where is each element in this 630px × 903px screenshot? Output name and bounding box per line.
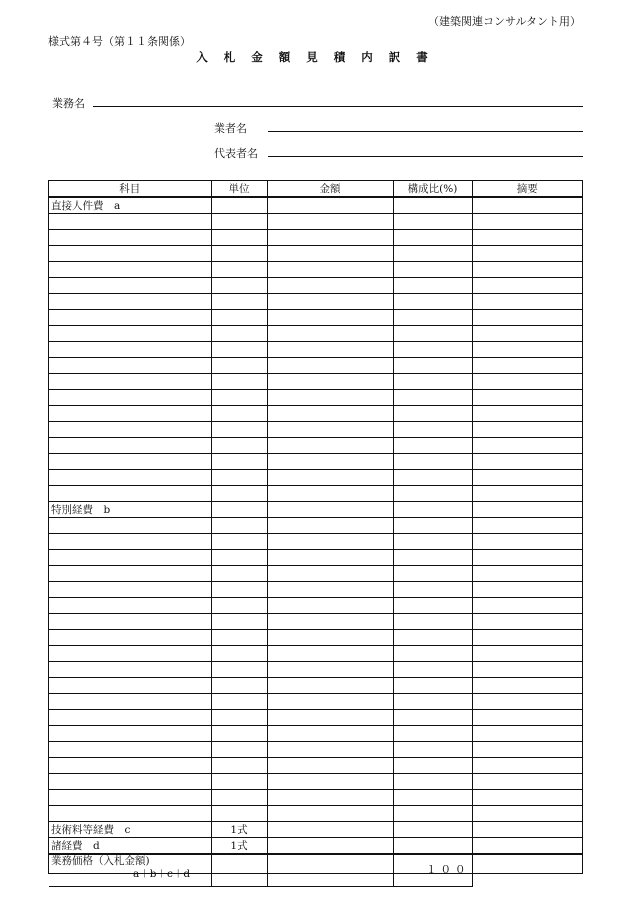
unit-cell[interactable]: [211, 678, 267, 694]
item-cell[interactable]: [49, 774, 211, 790]
unit-cell[interactable]: [211, 630, 267, 646]
remarks-cell[interactable]: [472, 390, 582, 406]
amount-cell[interactable]: [267, 518, 393, 534]
ratio-cell[interactable]: [393, 806, 472, 822]
amount-cell[interactable]: [267, 758, 393, 774]
section-a-row: [49, 197, 582, 214]
amount-cell[interactable]: [267, 262, 393, 278]
unit-cell[interactable]: [211, 518, 267, 534]
unit-cell[interactable]: [211, 197, 267, 214]
item-cell[interactable]: [49, 662, 211, 678]
item-cell[interactable]: [49, 742, 211, 758]
unit-cell[interactable]: [211, 438, 267, 454]
amount-cell[interactable]: [267, 422, 393, 438]
table-row: [49, 550, 582, 566]
unit-cell[interactable]: [211, 582, 267, 598]
item-cell[interactable]: [49, 454, 211, 470]
unit-cell[interactable]: [211, 310, 267, 326]
ratio-cell[interactable]: [393, 646, 472, 662]
amount-cell[interactable]: [267, 742, 393, 758]
table-row: [49, 742, 582, 758]
amount-cell[interactable]: [267, 790, 393, 806]
remarks-cell[interactable]: [472, 454, 582, 470]
remarks-cell[interactable]: [472, 822, 582, 838]
ratio-cell[interactable]: [393, 550, 472, 566]
ratio-cell[interactable]: [393, 838, 472, 855]
unit-cell[interactable]: [211, 502, 267, 518]
unit-cell[interactable]: [211, 694, 267, 710]
unit-cell[interactable]: [211, 774, 267, 790]
item-cell[interactable]: [49, 678, 211, 694]
remarks-cell[interactable]: [472, 310, 582, 326]
amount-cell[interactable]: [267, 694, 393, 710]
ratio-cell[interactable]: [393, 342, 472, 358]
item-cell[interactable]: [49, 486, 211, 502]
unit-cell[interactable]: [211, 406, 267, 422]
ratio-cell[interactable]: [393, 358, 472, 374]
amount-cell[interactable]: [267, 374, 393, 390]
table-row: [49, 390, 582, 406]
unit-cell[interactable]: [211, 470, 267, 486]
unit-cell[interactable]: [211, 262, 267, 278]
unit-cell[interactable]: 1式: [211, 838, 267, 855]
table-row: [49, 326, 582, 342]
amount-cell[interactable]: [267, 646, 393, 662]
amount-cell[interactable]: [267, 214, 393, 230]
item-cell[interactable]: [49, 294, 211, 310]
breakdown-table: [49, 181, 582, 887]
unit-cell[interactable]: [211, 358, 267, 374]
item-cell[interactable]: [49, 518, 211, 534]
unit-cell[interactable]: [211, 790, 267, 806]
table-row: [49, 230, 582, 246]
remarks-cell[interactable]: [472, 742, 582, 758]
column-header: 構成比(%): [393, 181, 472, 197]
table-row: [49, 534, 582, 550]
ratio-cell[interactable]: [393, 214, 472, 230]
unit-cell[interactable]: [211, 486, 267, 502]
item-cell[interactable]: [49, 342, 211, 358]
table-row: [49, 294, 582, 310]
amount-cell[interactable]: [267, 710, 393, 726]
column-header: 科目: [49, 181, 211, 197]
ratio-cell[interactable]: [393, 374, 472, 390]
table-row: [49, 246, 582, 262]
remarks-cell[interactable]: [472, 262, 582, 278]
table-row: [49, 582, 582, 598]
ratio-cell[interactable]: [393, 774, 472, 790]
total-label-cell: [49, 854, 211, 887]
total-label: 業務価格（入札金額): [51, 855, 150, 867]
table-row: [49, 278, 582, 294]
table-row: [49, 406, 582, 422]
ratio-cell[interactable]: [393, 326, 472, 342]
item-cell[interactable]: [49, 358, 211, 374]
row-c: [49, 822, 582, 838]
item-cell[interactable]: [49, 262, 211, 278]
ratio-cell[interactable]: [393, 422, 472, 438]
unit-cell[interactable]: [211, 534, 267, 550]
project-name-field[interactable]: [93, 106, 583, 107]
ratio-cell[interactable]: [393, 294, 472, 310]
ratio-cell[interactable]: [393, 534, 472, 550]
unit-cell[interactable]: [211, 566, 267, 582]
amount-cell[interactable]: [267, 630, 393, 646]
ratio-cell[interactable]: [393, 486, 472, 502]
amount-cell[interactable]: [267, 358, 393, 374]
remarks-cell[interactable]: [472, 806, 582, 822]
item-cell[interactable]: [49, 390, 211, 406]
unit-cell[interactable]: [211, 390, 267, 406]
item-cell[interactable]: [49, 438, 211, 454]
ratio-cell[interactable]: [393, 230, 472, 246]
remarks-cell[interactable]: [472, 502, 582, 518]
company-name-field[interactable]: [268, 131, 583, 132]
item-cell[interactable]: [49, 758, 211, 774]
amount-cell[interactable]: [267, 806, 393, 822]
unit-cell[interactable]: [211, 294, 267, 310]
ratio-cell[interactable]: [393, 742, 472, 758]
table-row: [49, 614, 582, 630]
amount-cell[interactable]: [267, 726, 393, 742]
item-cell[interactable]: 特別経費 b: [49, 502, 211, 518]
item-cell[interactable]: [49, 694, 211, 710]
remarks-cell[interactable]: [472, 774, 582, 790]
unit-cell[interactable]: [211, 646, 267, 662]
ratio-cell[interactable]: [393, 582, 472, 598]
item-cell[interactable]: [49, 470, 211, 486]
item-cell[interactable]: [49, 646, 211, 662]
table-row: [49, 774, 582, 790]
amount-cell[interactable]: [267, 454, 393, 470]
remarks-cell[interactable]: [472, 662, 582, 678]
amount-cell[interactable]: [267, 470, 393, 486]
table-row: [49, 678, 582, 694]
remarks-cell[interactable]: [472, 486, 582, 502]
item-cell[interactable]: [49, 246, 211, 262]
unit-cell[interactable]: [211, 246, 267, 262]
item-cell[interactable]: [49, 214, 211, 230]
unit-cell[interactable]: [211, 374, 267, 390]
remarks-cell[interactable]: [472, 550, 582, 566]
unit-cell[interactable]: [211, 278, 267, 294]
table-row: [49, 310, 582, 326]
table-row: [49, 438, 582, 454]
item-cell[interactable]: [49, 422, 211, 438]
item-cell[interactable]: [49, 374, 211, 390]
table-row: [49, 710, 582, 726]
column-header: 金額: [267, 181, 393, 197]
remarks-cell[interactable]: [472, 422, 582, 438]
amount-cell[interactable]: [267, 502, 393, 518]
remarks-cell[interactable]: [472, 518, 582, 534]
amount-cell[interactable]: [267, 774, 393, 790]
ratio-cell[interactable]: [393, 246, 472, 262]
amount-cell[interactable]: [267, 550, 393, 566]
remarks-cell[interactable]: [472, 342, 582, 358]
unit-cell[interactable]: 1式: [211, 822, 267, 838]
amount-cell[interactable]: [267, 390, 393, 406]
amount-cell[interactable]: [267, 342, 393, 358]
item-cell[interactable]: [49, 726, 211, 742]
ratio-cell[interactable]: [393, 790, 472, 806]
table-row: [49, 790, 582, 806]
amount-cell[interactable]: [267, 197, 393, 214]
unit-cell[interactable]: [211, 422, 267, 438]
item-cell[interactable]: [49, 566, 211, 582]
table-row: [49, 726, 582, 742]
unit-cell[interactable]: [211, 230, 267, 246]
item-cell[interactable]: 技術料等経費 c: [49, 822, 211, 838]
amount-cell[interactable]: [267, 598, 393, 614]
ratio-cell[interactable]: [393, 406, 472, 422]
ratio-cell[interactable]: [393, 694, 472, 710]
table-row: [49, 646, 582, 662]
remarks-cell[interactable]: [472, 710, 582, 726]
table-row: [49, 470, 582, 486]
unit-cell[interactable]: [211, 326, 267, 342]
total-formula: a＋b＋c＋d: [133, 868, 191, 880]
table-row: [49, 758, 582, 774]
table-row: [49, 662, 582, 678]
remarks-cell[interactable]: [472, 838, 582, 855]
table-row: [49, 374, 582, 390]
ratio-cell[interactable]: [393, 822, 472, 838]
remarks-cell[interactable]: [472, 534, 582, 550]
item-cell[interactable]: [49, 614, 211, 630]
form-number: 様式第４号（第１１条関係）: [48, 35, 191, 48]
unit-cell[interactable]: [211, 550, 267, 566]
table-row: [49, 518, 582, 534]
remarks-cell[interactable]: [472, 406, 582, 422]
unit-cell[interactable]: [211, 742, 267, 758]
page-title: 入 札 金 額 見 積 内 訳 書: [196, 50, 434, 64]
remarks-cell[interactable]: [472, 854, 582, 887]
amount-cell[interactable]: [267, 486, 393, 502]
ratio-cell[interactable]: [393, 598, 472, 614]
ratio-cell[interactable]: [393, 710, 472, 726]
table-row: [49, 454, 582, 470]
ratio-cell[interactable]: [393, 758, 472, 774]
unit-cell[interactable]: [211, 614, 267, 630]
ratio-cell[interactable]: [393, 566, 472, 582]
amount-cell[interactable]: [267, 662, 393, 678]
remarks-cell[interactable]: [472, 630, 582, 646]
amount-cell[interactable]: [267, 294, 393, 310]
ratio-cell[interactable]: [393, 438, 472, 454]
table-row: [49, 342, 582, 358]
amount-cell[interactable]: [267, 838, 393, 855]
item-cell[interactable]: [49, 630, 211, 646]
table-row: [49, 694, 582, 710]
form-category-note: （建築関連コンサルタント用）: [428, 15, 582, 28]
breakdown-sheet: [48, 180, 583, 880]
table-row: [49, 806, 582, 822]
unit-cell[interactable]: [211, 758, 267, 774]
ratio-cell[interactable]: [393, 614, 472, 630]
remarks-cell[interactable]: [472, 214, 582, 230]
remarks-cell[interactable]: [472, 758, 582, 774]
remarks-cell[interactable]: [472, 470, 582, 486]
ratio-cell[interactable]: [393, 662, 472, 678]
remarks-cell[interactable]: [472, 582, 582, 598]
table-row: [49, 214, 582, 230]
table-row: [49, 422, 582, 438]
remarks-cell[interactable]: [472, 726, 582, 742]
amount-cell[interactable]: [267, 614, 393, 630]
ratio-cell[interactable]: [393, 262, 472, 278]
unit-cell[interactable]: [211, 342, 267, 358]
amount-cell[interactable]: [267, 534, 393, 550]
remarks-cell[interactable]: [472, 374, 582, 390]
ratio-cell[interactable]: [393, 518, 472, 534]
item-cell[interactable]: [49, 326, 211, 342]
unit-cell[interactable]: [211, 710, 267, 726]
remarks-cell[interactable]: [472, 694, 582, 710]
item-cell[interactable]: [49, 310, 211, 326]
remarks-cell[interactable]: [472, 790, 582, 806]
amount-cell[interactable]: [267, 326, 393, 342]
ratio-cell[interactable]: [393, 470, 472, 486]
ratio-cell[interactable]: [393, 278, 472, 294]
remarks-cell[interactable]: [472, 438, 582, 454]
remarks-cell[interactable]: [472, 358, 582, 374]
amount-cell[interactable]: [267, 246, 393, 262]
table-row: [49, 262, 582, 278]
header-row: [49, 181, 582, 197]
ratio-cell[interactable]: [393, 678, 472, 694]
item-cell[interactable]: [49, 550, 211, 566]
item-cell[interactable]: [49, 790, 211, 806]
representative-field[interactable]: [268, 156, 583, 157]
remarks-cell[interactable]: [472, 294, 582, 310]
remarks-cell[interactable]: [472, 246, 582, 262]
remarks-cell[interactable]: [472, 566, 582, 582]
company-name-label: 業者名: [214, 122, 247, 135]
amount-cell[interactable]: [267, 566, 393, 582]
ratio-cell[interactable]: [393, 502, 472, 518]
item-cell[interactable]: [49, 406, 211, 422]
unit-cell[interactable]: [211, 598, 267, 614]
section-b-row: [49, 502, 582, 518]
total-ratio: １００: [393, 854, 472, 887]
total-row: [49, 854, 582, 887]
amount-cell[interactable]: [267, 438, 393, 454]
table-row: [49, 486, 582, 502]
amount-cell[interactable]: [267, 582, 393, 598]
ratio-cell[interactable]: [393, 197, 472, 214]
item-cell[interactable]: [49, 534, 211, 550]
remarks-cell[interactable]: [472, 326, 582, 342]
amount-cell[interactable]: [267, 854, 393, 887]
item-cell[interactable]: [49, 806, 211, 822]
ratio-cell[interactable]: [393, 454, 472, 470]
unit-cell[interactable]: [211, 806, 267, 822]
amount-cell[interactable]: [267, 310, 393, 326]
amount-cell[interactable]: [267, 678, 393, 694]
unit-cell[interactable]: [211, 854, 267, 887]
row-d: [49, 838, 582, 855]
ratio-cell[interactable]: [393, 310, 472, 326]
unit-cell[interactable]: [211, 214, 267, 230]
amount-cell[interactable]: [267, 230, 393, 246]
ratio-cell[interactable]: [393, 630, 472, 646]
unit-cell[interactable]: [211, 726, 267, 742]
item-cell[interactable]: 諸経費 d: [49, 838, 211, 855]
unit-cell[interactable]: [211, 662, 267, 678]
column-header: 単位: [211, 181, 267, 197]
table-row: [49, 358, 582, 374]
amount-cell[interactable]: [267, 822, 393, 838]
remarks-cell[interactable]: [472, 230, 582, 246]
amount-cell[interactable]: [267, 278, 393, 294]
column-header: 摘要: [472, 181, 582, 197]
table-row: [49, 598, 582, 614]
item-cell[interactable]: [49, 582, 211, 598]
amount-cell[interactable]: [267, 406, 393, 422]
remarks-cell[interactable]: [472, 197, 582, 214]
remarks-cell[interactable]: [472, 646, 582, 662]
table-row: [49, 630, 582, 646]
item-cell[interactable]: 直接人件費 a: [49, 197, 211, 214]
unit-cell[interactable]: [211, 454, 267, 470]
item-cell[interactable]: [49, 230, 211, 246]
remarks-cell[interactable]: [472, 678, 582, 694]
remarks-cell[interactable]: [472, 614, 582, 630]
item-cell[interactable]: [49, 710, 211, 726]
item-cell[interactable]: [49, 278, 211, 294]
table-row: [49, 566, 582, 582]
project-name-label: 業務名: [52, 97, 85, 110]
ratio-cell[interactable]: [393, 726, 472, 742]
remarks-cell[interactable]: [472, 598, 582, 614]
representative-label: 代表者名: [214, 147, 258, 160]
ratio-cell[interactable]: [393, 390, 472, 406]
remarks-cell[interactable]: [472, 278, 582, 294]
item-cell[interactable]: [49, 598, 211, 614]
